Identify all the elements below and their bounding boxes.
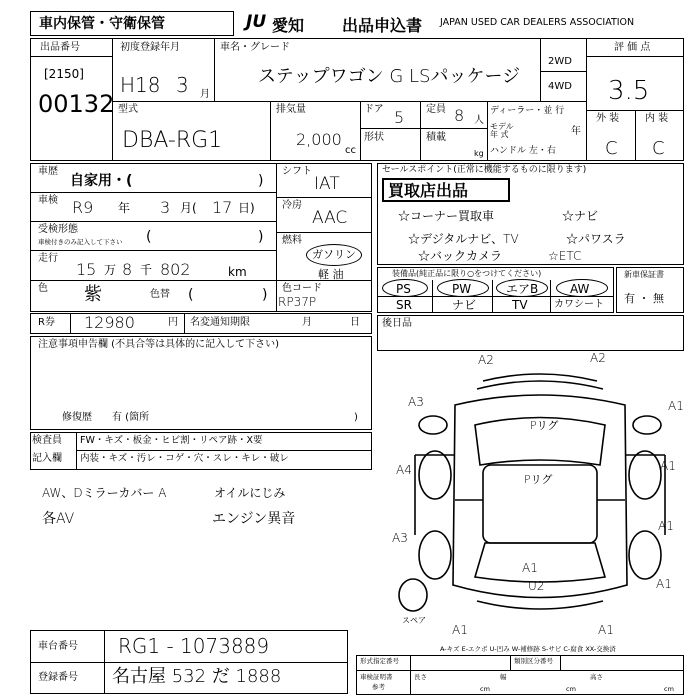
inspection-label: 車検 — [38, 195, 58, 206]
doors-value: 5 — [394, 108, 405, 127]
class-number-label: 類別区分番号 — [514, 657, 553, 665]
width-unit: cm — [566, 685, 576, 693]
model-year-unit: 年 — [571, 126, 581, 137]
mark-a1-rear: A1 — [522, 561, 538, 575]
repair-label: 修復歴 — [62, 412, 92, 423]
inspection-year-unit: 年 — [118, 201, 131, 215]
equip-navi: ナビ — [452, 298, 477, 312]
receive-label: 受検形態 — [38, 224, 78, 235]
deadline-label: 名変通知期限 — [190, 317, 250, 328]
deadline-day: 日 — [350, 317, 360, 328]
mileage-label: 走行 — [38, 253, 58, 264]
warranty-value: 有 ・ 無 — [624, 292, 664, 305]
color-label: 色 — [38, 283, 48, 294]
selling-label: セールスポイント(正常に機能するものに限ります) — [382, 165, 587, 175]
selling-item-4: ☆パワスラ — [566, 232, 626, 246]
receive-open: ( — [146, 229, 152, 245]
inspector-label-2: 記入欄 — [32, 453, 62, 464]
type-label: 型式 — [118, 104, 138, 115]
mark-a2-left: A2 — [478, 353, 494, 367]
dealer-label: ディーラー・並 行 — [490, 106, 565, 116]
drive-2wd: 2WD — [548, 56, 572, 67]
displacement-unit: cc — [345, 145, 356, 156]
ref-label: 参考 — [372, 683, 385, 691]
remark-4: エンジン異音 — [212, 511, 296, 527]
aircon-value: AAC — [312, 208, 348, 228]
exterior-grade: C — [605, 138, 618, 159]
registration-month-unit: 月 — [200, 89, 210, 100]
inspector-label-1: 検査員 — [32, 435, 62, 446]
history-label: 車歴 — [38, 166, 58, 177]
mark-u2: U2 — [528, 579, 545, 593]
inspection-month: 3 — [160, 198, 171, 217]
history-close: ) — [258, 173, 264, 189]
equipment-label: 装備品(純正品に限り○をつけてください) — [392, 269, 542, 278]
lot-number: 00132 — [38, 90, 115, 118]
equip-airbag: エアB — [506, 282, 539, 296]
selling-item-3: ☆デジタルナビ、TV — [408, 232, 519, 246]
width-label: 幅 — [500, 673, 507, 681]
height-unit: cm — [664, 685, 674, 693]
plate-label: 登録番号 — [38, 672, 78, 683]
model-label: 車名・グレード — [220, 42, 290, 53]
color-change-open: ( — [188, 287, 194, 303]
interior-label: 内 装 — [645, 113, 669, 124]
mileage-rest: 802 — [160, 260, 191, 279]
fuel-diesel: 軽 油 — [318, 268, 344, 281]
equip-aw: AW — [570, 282, 590, 296]
mileage-thousand-unit: 千 — [140, 263, 153, 277]
drive-4wd: 4WD — [548, 81, 572, 92]
capacity-unit: 人 — [474, 115, 484, 126]
registration-year: H18 — [120, 73, 161, 97]
storage-label: 車内保管・守衛保管 — [39, 16, 165, 32]
mark-a4: A4 — [396, 463, 412, 477]
spare-label: スペア — [402, 616, 426, 625]
buy-store-stamp: 買取店出品 — [382, 178, 510, 202]
capacity-label: 定員 — [426, 104, 446, 115]
cert-label: 車検証明書 — [360, 673, 393, 681]
length-unit: cm — [480, 685, 490, 693]
warranty-label: 新車保証書 — [624, 270, 664, 279]
org-name: 愛知 — [272, 16, 305, 35]
equip-pw: PW — [452, 282, 472, 296]
load-unit: kg — [474, 149, 484, 158]
selling-item-1: ☆コーナー買取車 — [398, 209, 495, 223]
selling-item-6: ☆ETC — [548, 249, 582, 263]
mark-a2-right: A2 — [590, 351, 606, 365]
after-label: 後日品 — [382, 318, 412, 329]
damage-legend: A-キズ E-エクボ U-凹み W-補修跡 S-サビ C-腐食 XX-交換済 — [440, 645, 616, 653]
lot-sub: [2150] — [44, 67, 84, 81]
mark-a1-top-right: A1 — [668, 399, 684, 413]
handle-label: ハンドル 左・右 — [490, 146, 556, 156]
shift-label: シフト — [282, 166, 312, 177]
storage-box — [30, 11, 234, 36]
mark-a1-bottom-left: A1 — [452, 623, 468, 637]
remark-3: オイルにじみ — [214, 486, 286, 500]
color-code-value: RP37P — [278, 295, 317, 309]
color-value: 紫 — [84, 284, 102, 305]
selling-item-5: ☆バックカメラ — [418, 249, 503, 263]
inspection-era: R9 — [72, 198, 94, 217]
ju-logo: JU — [246, 12, 267, 32]
mileage-thousand: 8 — [122, 260, 133, 279]
inspection-day: 17 — [212, 198, 233, 217]
equip-tv: TV — [512, 298, 528, 312]
aircon-label: 冷房 — [282, 200, 302, 211]
displacement-label: 排気量 — [276, 104, 306, 115]
inspector-row-1: FW・キズ・板金・ヒビ割・リペア跡・X要 — [80, 435, 263, 446]
load-label: 積載 — [426, 132, 446, 143]
recycle-value: 12980 — [84, 313, 135, 332]
type-value: DBA-RG1 — [122, 128, 223, 153]
remark-2: 各AV — [42, 511, 75, 527]
color-change-label: 色替 — [150, 289, 170, 300]
mark-a1-rear-right: A1 — [656, 577, 672, 591]
selling-item-2: ☆ナビ — [562, 209, 599, 223]
after-box — [377, 315, 684, 351]
mileage-man: 15 — [76, 260, 97, 279]
fuel-label: 燃料 — [282, 235, 302, 246]
displacement-value: 2,000 — [296, 130, 342, 149]
registration-month: 3 — [176, 73, 189, 97]
evaluation-score: 3.5 — [608, 76, 650, 106]
chassis-label: 車台番号 — [38, 641, 78, 652]
shape-label: 形状 — [364, 132, 384, 143]
remark-1: AW、Dミラーカバー A — [42, 486, 167, 500]
assoc-name: JAPAN USED CAR DEALERS ASSOCIATION — [440, 17, 635, 28]
mark-a1-bottom-right: A1 — [598, 623, 614, 637]
equip-ps: PS — [396, 282, 411, 296]
mark-a1-side: A1 — [658, 519, 674, 533]
inspector-row-2: 内装・キズ・汚レ・コゲ・穴・スレ・キレ・破レ — [80, 453, 289, 464]
history-value: 自家用・( — [70, 173, 133, 189]
shift-value: IAT — [314, 174, 340, 194]
registration-label: 初度登録年月 — [120, 42, 180, 53]
lot-label: 出品番号 — [40, 42, 80, 53]
fuel-gas: ガソリン — [312, 248, 356, 261]
recycle-unit: 円 — [168, 317, 178, 328]
evaluation-label: 評 価 点 — [614, 42, 651, 53]
color-change-close: ) — [262, 287, 268, 303]
capacity-value: 8 — [454, 106, 465, 125]
chassis-value: RG1 - 1073889 — [118, 634, 270, 658]
model-year-label: モデル年 式 — [490, 122, 514, 139]
exterior-label: 外 装 — [596, 113, 620, 124]
height-label: 高さ — [590, 673, 603, 681]
mileage-unit: km — [228, 265, 247, 279]
color-code-label-2: 色コード — [282, 283, 322, 294]
mark-p-rig-2: Pリグ — [524, 473, 553, 486]
interior-grade: C — [652, 138, 665, 159]
equip-seat: カワシート — [554, 299, 604, 310]
form-number-label: 形式指定番号 — [360, 657, 399, 665]
repair-value: 有 (箇所 — [112, 412, 150, 423]
mark-a3-top: A3 — [408, 395, 424, 409]
notes-label: 注意事項申告欄 (不具合等は具体的に記入して下さい) — [38, 339, 279, 350]
mark-a1-right: A1 — [660, 459, 676, 473]
doors-label: ドア — [364, 104, 384, 115]
mileage-man-unit: 万 — [104, 263, 117, 277]
length-label: 長さ — [414, 673, 427, 681]
equip-sr: SR — [396, 298, 412, 312]
plate-value: 名古屋 532 だ 1888 — [112, 666, 282, 687]
model-value: ステップワゴン G LSパッケージ — [258, 66, 521, 87]
form-title: 出品申込書 — [342, 16, 423, 35]
recycle-label: R券 — [38, 317, 55, 328]
deadline-month: 月 — [302, 317, 312, 328]
repair-close: ) — [354, 412, 358, 423]
receive-note: 車検付きのみ記入して下さい — [38, 238, 123, 246]
mark-a3-bottom: A3 — [392, 531, 408, 545]
mark-p-rig-1: Pリグ — [530, 419, 559, 432]
receive-close: ) — [258, 229, 264, 245]
inspection-day-unit: 日) — [238, 201, 255, 215]
inspection-month-unit: 月( — [180, 201, 197, 215]
